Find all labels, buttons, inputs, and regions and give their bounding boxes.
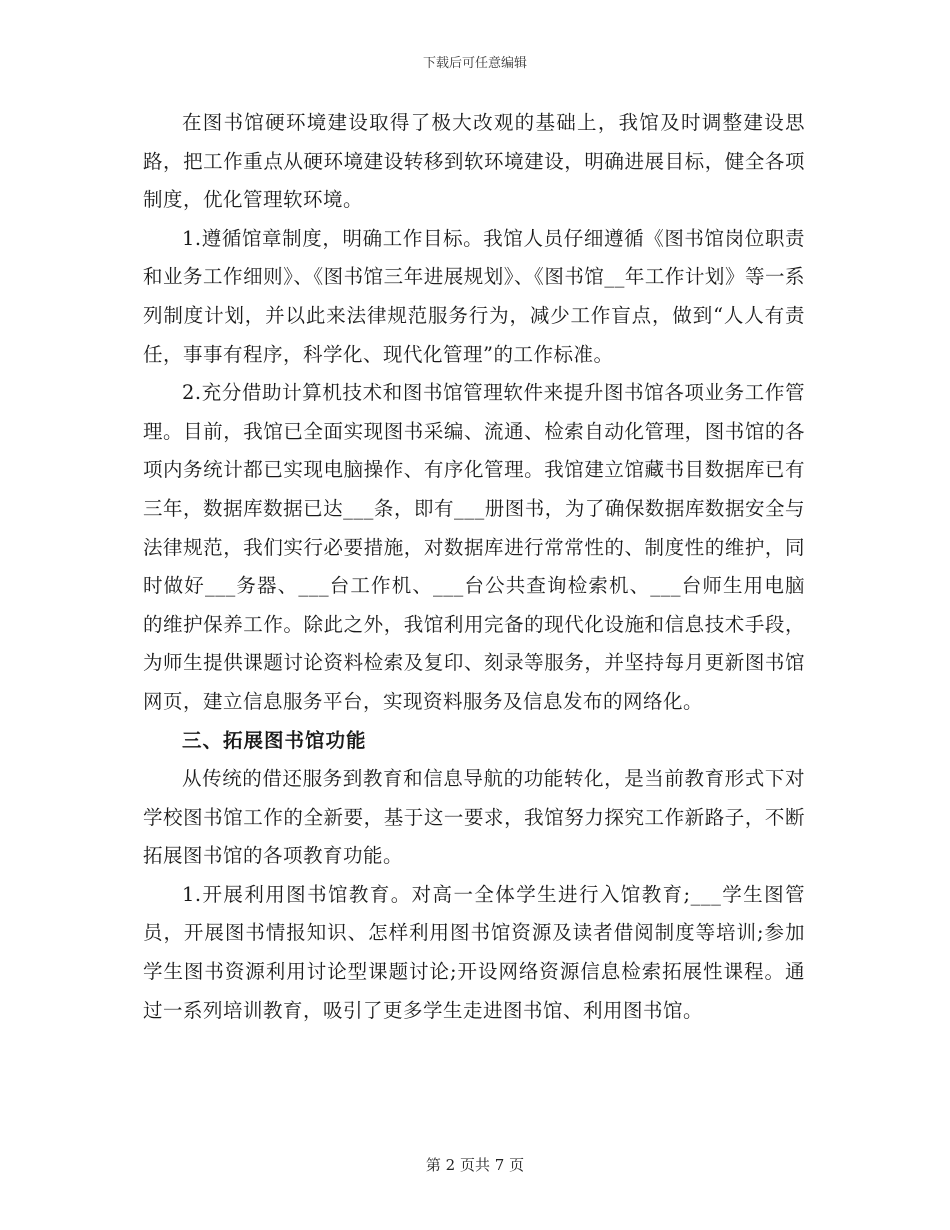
paragraph-item-1: 1.遵循馆章制度，明确工作目标。我馆人员仔细遵循《图书馆岗位职责和业务工作细则》、《图书馆三年进展规划》、《图书馆__年工作计划》等一系列制度计划，并以此来法律规范服务行为，减少工作盲点，做到“人人有责任，事事有程序，科学化、现代化管理”的工作标准。 [143,226,805,366]
paragraph-section-item-1: 1.开展利用图书馆教育。对高一全体学生进行入馆教育;___学生图管员，开展图书情报知识、怎样利用图书馆资源及读者借阅制度等培训;参加学生图书资源利用讨论型课题讨论;开设网络资源信息检索拓展性课程。通过一系列培训教育，吸引了更多学生走进图书馆、利用图书馆。 [143,882,805,1022]
paragraph-item-2: 2.充分借助计算机技术和图书馆管理软件来提升图书馆各项业务工作管理。目前，我馆已全面实现图书采编、流通、检索自动化管理，图书馆的各项内务统计都已实现电脑操作、有序化管理。我馆建立馆藏书目数据库已有三年，数据库数据已达___条，即有___册图书，为了确保数据库数据安全与法律规范，我们实行必要措施，对数据库进行常常性的、制度性的维护，同时做好___务器、___台工作机、___台公共查询检索机、___台师生用电脑的维护保养工作。除此之外，我馆利用完备的现代化设施和信息技术手段，为师生提供课题讨论资料检索及复印、刻录等服务，并坚持每月更新图书馆网页，建立信息服务平台，实现资料服务及信息发布的网络化。 [143,381,805,713]
section-heading: 三、拓展图书馆功能 [182,728,367,752]
paragraph-intro: 在图书馆硬环境建设取得了极大改观的基础上，我馆及时调整建设思路，把工作重点从硬环境建设转移到软环境建设，明确进展目标，健全各项制度，优化管理软环境。 [143,111,805,212]
paragraph-section-intro: 从传统的借还服务到教育和信息导航的功能转化，是当前教育形式下对学校图书馆工作的全新要，基于这一要求，我馆努力探究工作新路子，不断拓展图书馆的各项教育功能。 [143,767,805,868]
document-body [143,104,805,1030]
page-footer: 第 2 页共 7 页 [425,1156,525,1174]
page-header: 下载后可任意编辑 [422,56,527,71]
